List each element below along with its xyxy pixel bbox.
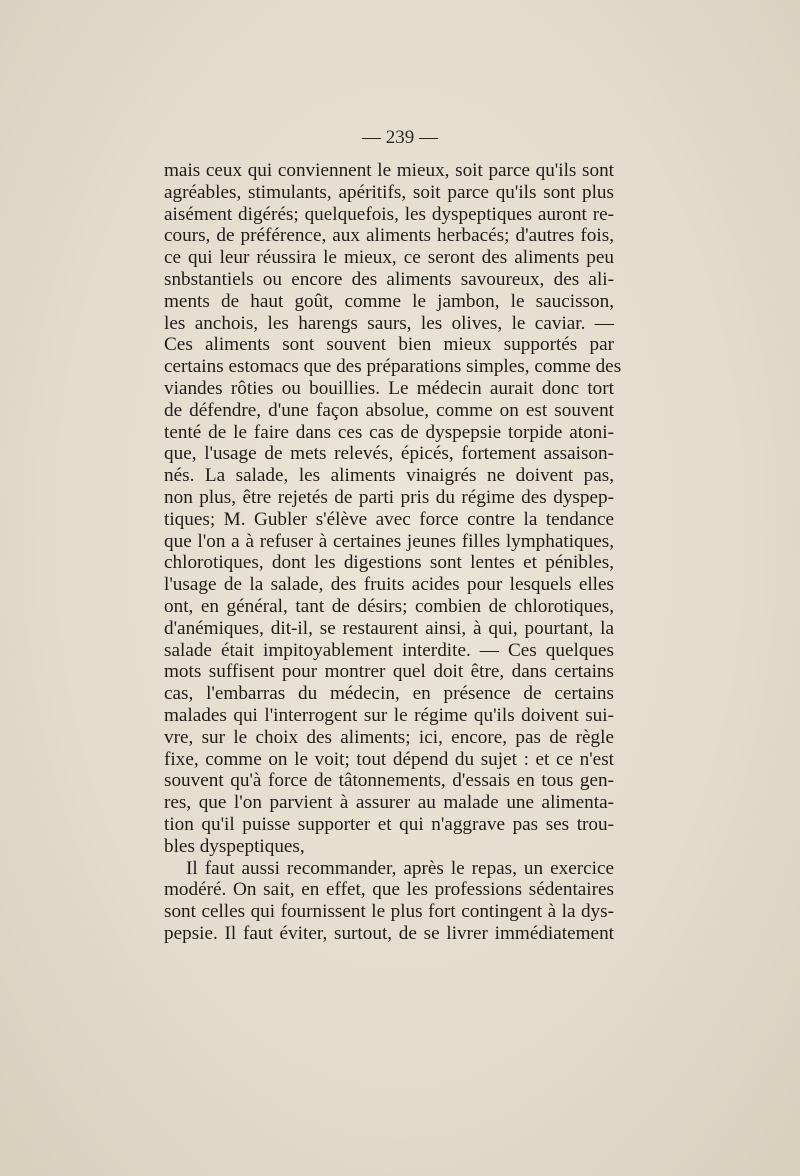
page-number: — 239 — (362, 127, 438, 148)
text-line: mots suffisent pour montrer quel doit être, dans certains (164, 661, 614, 683)
text-line: les anchois, les harengs saurs, les olives, le caviar. — (164, 312, 614, 334)
text-line: mais ceux qui conviennent le mieux, soit parce qu'ils sont (164, 160, 614, 181)
text-line: malades qui l'interrogent sur le régime qu'ils doivent sui- (164, 704, 614, 726)
text-line: que l'on a à refuser à certaines jeunes filles lymphatiques, (164, 530, 614, 552)
text-line: ments de haut goût, comme le jambon, le saucisson, (164, 290, 614, 312)
text-line: viandes rôties ou bouillies. Le médecin aurait donc tort (164, 377, 614, 399)
text-line: sont celles qui fournissent le plus fort contingent à la dys- (164, 901, 614, 923)
text-line: ce qui leur réussira le mieux, ce seront des aliments peu (164, 247, 614, 269)
text-line: res, que l'on parvient à assurer au malade une alimenta- (164, 792, 614, 814)
text-line: aisément digérés; quelquefois, les dyspeptiques auront re- (164, 203, 614, 225)
text-line: agréables, stimulants, apéritifs, soit parce qu'ils sont plus (164, 181, 614, 203)
text-line: tiques; M. Gubler s'élève avec force contre la tendance (164, 508, 614, 530)
text-line: fixe, comme on le voit; tout dépend du sujet : et ce n'est (164, 748, 614, 770)
text-line: vre, sur le choix des aliments; ici, encore, pas de règle (164, 726, 614, 748)
text-line: salade était impitoyablement interdite. — Ces quelques (164, 639, 614, 661)
text-line: souvent qu'à force de tâtonnements, d'essais en tous gen- (164, 770, 614, 792)
text-line: non plus, être rejetés de parti pris du régime des dyspep- (164, 486, 614, 508)
text-line: snbstantiels ou encore des aliments savoureux, des ali- (164, 268, 614, 290)
text-line: l'usage de la salade, des fruits acides pour lesquels elles (164, 574, 614, 596)
text-line: pepsie. Il faut éviter, surtout, de se livrer immédiatement (164, 922, 614, 944)
text-line: Ces aliments sont souvent bien mieux supportés par (164, 334, 614, 356)
body-text (164, 160, 622, 945)
text-line: d'anémiques, dit-il, se restaurent ainsi, à qui, pourtant, la (164, 617, 614, 639)
text-line: tion qu'il puisse supporter et qui n'aggrave pas ses trou- (164, 813, 614, 835)
text-line: ont, en général, tant de désirs; combien de chlorotiques, (164, 595, 614, 617)
text-line: cours, de préférence, aux aliments herbacés; d'autres fois, (164, 225, 614, 247)
text-line: nés. La salade, les aliments vinaigrés ne doivent pas, (164, 465, 614, 487)
text-line: cas, l'embarras du médecin, en présence de certains (164, 683, 614, 705)
text-line: modéré. On sait, en effet, que les professions sédentaires (164, 879, 614, 901)
text-line: certains estomacs que des préparations simples, comme des (164, 356, 622, 378)
text-line: tenté de le faire dans ces cas de dyspepsie torpide atoni- (164, 421, 614, 443)
text-line: Il faut aussi recommander, après le repas, un exercice (186, 857, 614, 879)
text-line: bles dyspeptiques, (164, 835, 305, 857)
text-line: de défendre, d'une façon absolue, comme on est souvent (164, 399, 614, 421)
text-line: chlorotiques, dont les digestions sont lentes et pénibles, (164, 552, 614, 574)
text-line: que, l'usage de mets relevés, épicés, fortement assaison- (164, 443, 614, 465)
